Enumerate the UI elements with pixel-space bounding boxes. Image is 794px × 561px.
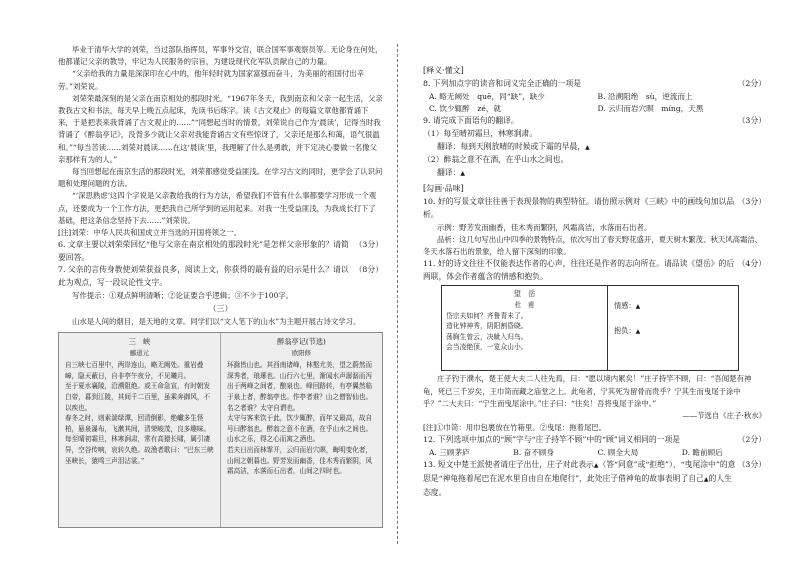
answer-blank[interactable]: ▲: [460, 169, 466, 177]
answer-blank[interactable]: ▲: [703, 475, 709, 483]
poem-wangyue-title: 望 岳: [513, 289, 536, 299]
section-3-heading: （三）: [208, 303, 233, 313]
question-10-text: 10. 好的写景文章往往善于表现景物的典型特征。请仿照示例对《三峡》中的画线句加以品析。: [423, 197, 735, 219]
ambition-field[interactable]: [614, 319, 732, 344]
option-c[interactable]: C. 顾全大局: [597, 447, 639, 457]
poem-sanxia-author: 郦道元: [129, 348, 150, 357]
poem-sanxia-line: 自三峡七百里中，两岸连山，略无阙处。重岩叠嶂，隐天蔽日，自非亭午夜分，不见曦月。: [65, 361, 204, 380]
poem-sanxia-line: 至于夏水襄陵，沿溯阻绝。或王命急宣，有时朝发白帝，暮到江陵，其间千二百里，虽乘奔御风，不以疾也。: [65, 382, 211, 412]
question-12-options: [423, 447, 766, 459]
question-10-example: 示例：野芳发而幽香，佳木秀而繁阴，风霜高洁，水落而石出者。: [437, 222, 652, 232]
poem-sanxia-line: 春冬之时，则素湍绿潭，回清倒影，绝巘多生怪柏，悬泉瀑布，飞漱其间，清荣峻茂，良多趣味。: [65, 414, 211, 433]
left-paragraph-1: 毕业于清华大学的刘荣，当过部队指挥员，军事外交官，联合国军事观察员等。无论身在何处，他都谨记父亲的教导，牢记为人民服务的宗旨，为建设现代化军队贡献自己的力量。: [58, 45, 383, 67]
poem-zuiwengting-line: 若夫日出而林霏开，云归而岩穴暝，晦明变化者，山间之朝暮也。野芳发而幽香，佳木秀而繁阴，风霜高洁，水落而石出者，山间之四时也。: [227, 445, 373, 476]
poem-wangyue-line: 会当凌绝顶，一览众山小。: [446, 343, 528, 352]
emotion-label: 情感：: [614, 301, 636, 311]
poem-zuiwengting-line: 环滁皆山也。其西南诸峰，林壑尤美，望之蔚然而深秀者，琅琊也。山行六七里，渐闻水声潺潺而泻出于两峰之间者，酿泉也。峰回路转，有亭翼然临于泉上者，醉翁亭也。作亭者谁？山之僧智仙也。名之者谁？太守自谓也。: [227, 361, 373, 412]
right-page: [397, 0, 794, 561]
question-13-end: 的人生态度。: [423, 473, 732, 497]
question-10: [423, 196, 766, 221]
question-9-2-answer-text: 翻译：: [437, 167, 461, 177]
poem-wangyue-notes: [608, 286, 738, 370]
question-10-analysis: 品析：这几句写出山中四季的景物特点，依次写出了春天野花盛开，夏天树木繁茂、秋天风高霜洁、冬天水落石出的景象，给人留下深刻的印象。: [423, 234, 763, 256]
poem-wangyue-author: 杜 甫: [514, 300, 535, 309]
question-11: [423, 258, 766, 283]
poem-zuiwengting-author: 欧阳修: [291, 348, 312, 357]
question-13-mid: （答“同意”或“拒绝”），“曳尾涂中”的意思是“神龟拖着尾巴在泥水里自由自在地爬行”，此处庄子借神龟的故事表明了自己: [423, 460, 736, 483]
poem-wangyue-box: [441, 285, 739, 371]
zhuangzi-passage: 庄子钓于濮水，楚王使大夫二人往先焉，曰：“愿以境内累矣！”庄子持竿不顾，曰：“吾闻楚有神龟，死已三千岁矣，王巾笥而藏之庙堂之上。此龟者，宁其死为留骨而贵乎？宁其生而曳尾于涂中乎？”二大夫曰：“宁生而曳尾涂中。”庄子曰：“往矣！吾将曳尾于涂中。”: [423, 374, 752, 408]
question-11-score: （4分）: [737, 259, 766, 269]
question-9-2-answer: [423, 167, 766, 181]
poem-zuiwengting: [221, 333, 382, 527]
left-paragraph-2: “父亲给我的力量是深深印在心中的，他年轻时就为国家富强而奋斗，为美丽的祖国付出辛劳。”刘荣说。: [58, 69, 365, 91]
question-8-score: （2分）: [737, 79, 766, 88]
poem-sanxia-title: 三 峡: [128, 337, 151, 347]
poem-zuiwengting-line: 太守与客来饮于此，饮少辄醉，而年又最高，故自号曰醉翁也。醉翁之意不在酒，在乎山水之间也。山水之乐，得之心而寓之酒也。: [227, 414, 373, 444]
left-paragraph-5: “‘深思熟虑’这四个字说是父亲教给我的行为方法，希望我们不管有什么事都要学习形成一个观点，还要成为一个工作方法，更把我自己所学到的运用起来。对我一生受益匪浅，为我成长打下了基础，把这条信念坚持下去……”刘荣说。: [58, 191, 377, 225]
question-13-text: 13. 短文中楚王派使者请庄子出仕，庄子对此表示: [423, 460, 594, 470]
question-7-requirements: 写作提示：①观点鲜明清晰；②论证要合乎逻辑；③不少于100字。: [72, 290, 294, 300]
question-6-text: 6. 文章主要以刘荣荣回忆“他与父亲在南京相处的那段时光”是怎样父亲形象的？请简要回答。: [58, 240, 349, 262]
option-a[interactable]: A. 略无阙处 quē，同“缺”，缺少: [429, 91, 545, 101]
section-a-heading: [释义·懂文]: [423, 66, 464, 75]
emotion-field[interactable]: [614, 294, 732, 319]
zhuangzi-note: [注]①巾笥：用巾包裹放在竹箱里。②曳尾：拖着尾巴。: [423, 423, 607, 433]
question-12: [423, 434, 766, 447]
ambition-label: 抱负：: [614, 326, 636, 336]
poem-sanxia-line: 每至晴初霜旦，林寒涧肃，常有高猿长啸，属引凄异，空谷传响，哀转久绝。故渔者歌曰：“巴东三峡巫峡长，猿鸣三声泪沾裳。”: [65, 435, 214, 465]
poems-box: [58, 332, 383, 528]
left-note: [注]刘荣：中华人民共和国成立并当选的开国将领之一。: [58, 228, 242, 238]
answer-blank: ▲: [635, 303, 641, 311]
option-b[interactable]: B. 奋不顾身: [513, 447, 555, 457]
question-7: [58, 264, 383, 289]
question-9-1-answer-text: 翻译：每到天刚放晴的时候或下霜的早晨，: [437, 141, 586, 151]
question-9: [423, 115, 766, 128]
question-9-score: （3分）: [737, 116, 766, 126]
question-6: [58, 239, 383, 264]
question-13: [423, 459, 766, 499]
poem-wangyue-line: 荡胸生曾云，决眦入归鸟。: [446, 332, 528, 341]
question-8: [423, 78, 766, 91]
answer-blank[interactable]: ▲: [585, 143, 590, 151]
question-11-text: 11. 好的诗文往往不仅能表达作者的心声，往往还是作者的志向所在。请品读《望岳》的后两联，体会作者蕴含的情感和抱负。: [423, 259, 735, 281]
option-a[interactable]: A. 三顾茅庐: [429, 447, 470, 457]
poem-wangyue: [442, 286, 608, 370]
question-9-1: （1）每至晴初霜旦，林寒涧肃。: [423, 129, 538, 138]
section-b-heading: [勾画·品味]: [423, 184, 464, 194]
poem-sanxia: [59, 333, 221, 527]
question-9-text: 9. 请完成下面语句的翻译。: [423, 116, 519, 126]
section-3-intro: 山水是人间的烟目，是天地的文章。同学们以“文人笔下的山水”为主题开展古诗文学习。: [72, 316, 361, 326]
poem-zuiwengting-title: 醉翁亭记(节选): [277, 337, 326, 347]
question-12-text: 12. 下列选项中加点的“顾”字与“庄子持竿不顾”中的“顾”词义相同的一项是: [423, 435, 681, 445]
answer-blank[interactable]: ▲: [593, 462, 599, 470]
zhuangzi-source: ——节选自《庄子·秋水》: [682, 410, 766, 420]
question-8-text: 8. 下列加点字的读音和词义完全正确的一项是: [423, 79, 582, 88]
question-8-options: [423, 91, 766, 116]
question-12-score: （2分）: [737, 435, 766, 445]
question-6-score: （3分）: [354, 240, 383, 250]
option-b[interactable]: B. 沿溯阻绝 sù，逆流而上: [597, 91, 693, 101]
option-d[interactable]: D. 云归而岩穴暝 míng，天黑: [597, 104, 704, 113]
question-7-score: （8分）: [354, 265, 383, 275]
left-paragraph-4: 每当回想起在南京生活的那段时光，刘荣都感觉受益匪浅。在学习古文的同时，更学会了认识问题和处理问题的方法。: [58, 167, 383, 189]
poem-wangyue-line: 岱宗夫如何？齐鲁青未了。: [446, 311, 528, 320]
question-7-text: 7. 父亲的言传身教使刘荣获益良多，阅读上文，你获得的最有益的启示是什么？请以此为观点，写一段议论性文字。: [58, 265, 349, 288]
poem-wangyue-line: 造化钟神秀，阴阳割昏晓。: [446, 322, 528, 331]
option-c[interactable]: C. 饮少辄醉 zé，就: [429, 104, 502, 113]
answer-blank: ▲: [635, 328, 641, 336]
question-9-1-answer: [423, 141, 766, 155]
left-paragraph-3: 刘荣荣最深刻的是父亲在南京相处的那段时光。“1967年冬天，我到南京和父亲一起生活，父亲教我古文和书法，每天早上晚五点起床，先读书后练字。读《古文观止》的每篇文章他都背诵下来，于是把表来我背诵了古文观止的……”“同想起当时的情景，刘荣说自己作为‘晨读’，记得当时我背诵了《醉翁亭记》，没背多少就让父亲对我能背诵古文有些惊讶了，父亲还是那么和蔼，语气很温和。”“每当苦读……刘荣对晨读……在这‘晨读’里，我理解了什么是勇敢，并下定决心要做一名像父亲那样有为的人。”: [58, 93, 383, 164]
question-10-score: （3分）: [737, 197, 766, 207]
question-13-score: （3分）: [737, 460, 766, 470]
question-9-2: （2）醉翁之意不在酒，在乎山水之间也。: [423, 155, 569, 165]
option-d[interactable]: D. 瞻前顾后: [681, 447, 723, 457]
